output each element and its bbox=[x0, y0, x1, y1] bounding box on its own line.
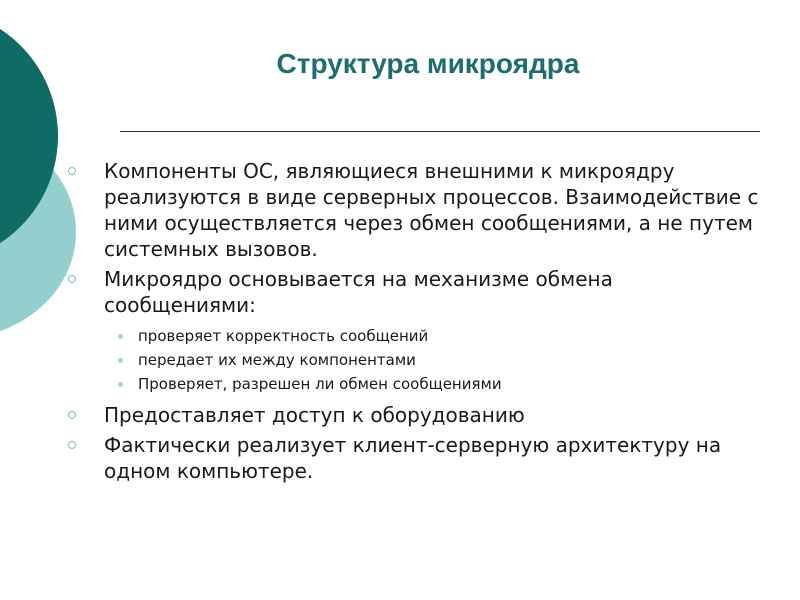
list-item bbox=[68, 266, 768, 396]
list-item-text: Предоставляет доступ к оборудованию bbox=[104, 403, 525, 427]
slide-title: Структура микроядра bbox=[276, 48, 580, 79]
sub-list-item-text: проверяет корректность сообщений bbox=[138, 327, 429, 345]
circle-bullet-icon bbox=[68, 411, 76, 419]
dot-bullet-icon bbox=[118, 334, 123, 339]
circle-bullet-icon bbox=[68, 167, 76, 175]
list-item-text: Компоненты ОС, являющиеся внешними к микроядру реализуются в виде серверных процессов. Взаимодействие с ними осуществляется через обмен сообщениями, а не путем системных вызовов. bbox=[104, 159, 759, 261]
sub-list-item bbox=[104, 372, 768, 396]
sub-list-item-text: передает их между компонентами bbox=[138, 351, 416, 369]
circle-bullet-icon bbox=[68, 441, 76, 449]
sub-list-item bbox=[104, 324, 768, 348]
list-item-text: Микроядро основывается на механизме обмена сообщениями: bbox=[104, 267, 613, 317]
list-item bbox=[68, 158, 768, 262]
sub-list-item bbox=[104, 348, 768, 372]
dot-bullet-icon bbox=[118, 382, 123, 387]
sub-list-item-text: Проверяет, разрешен ли обмен сообщениями bbox=[138, 375, 502, 393]
circle-bullet-icon bbox=[68, 275, 76, 283]
list-item-text: Фактически реализует клиент-серверную архитектуру на одном компьютере. bbox=[104, 433, 722, 483]
title-divider bbox=[120, 131, 760, 132]
dot-bullet-icon bbox=[118, 358, 123, 363]
list-item bbox=[68, 432, 768, 484]
sub-bullet-list bbox=[104, 324, 768, 396]
list-item bbox=[68, 402, 768, 428]
bullet-list bbox=[68, 158, 768, 488]
